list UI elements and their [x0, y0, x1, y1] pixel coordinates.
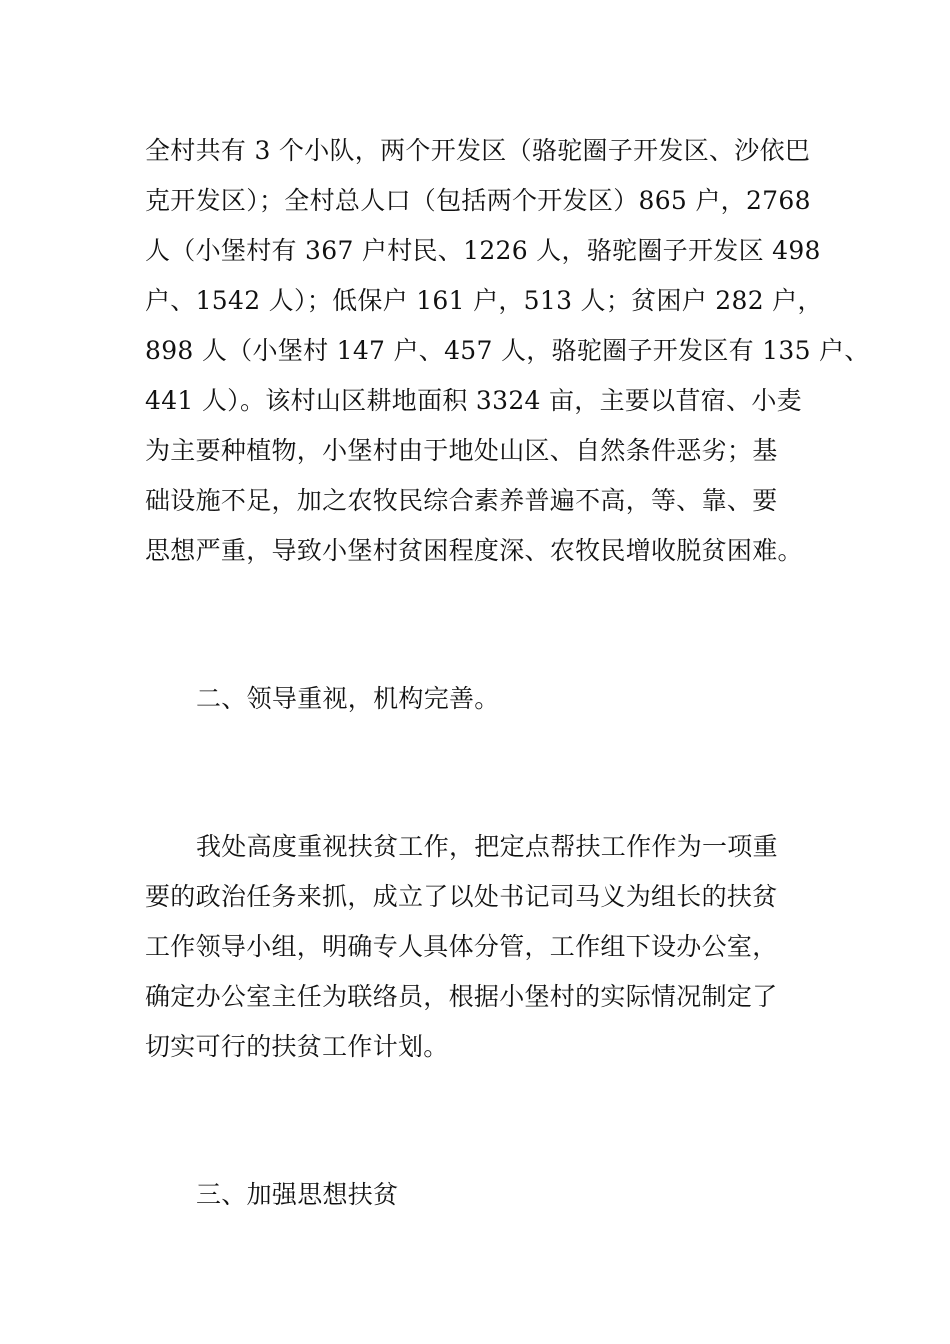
paragraph-2-line-2: 要的政治任务来抓，成立了以处书记司马义为组长的扶贫 — [145, 882, 778, 911]
paragraph-2-line-5: 切实可行的扶贫工作计划。 — [145, 1032, 449, 1061]
section-heading-3: 三、加强思想扶贫 — [196, 1180, 399, 1209]
paragraph-1-line-9: 思想严重，导致小堡村贫困程度深、农牧民增收脱贫困难。 — [145, 536, 803, 565]
paragraph-1-line-6: 441 人）。该村山区耕地面积 3324 亩，主要以苜宿、小麦 — [145, 386, 802, 415]
paragraph-1-line-8: 础设施不足，加之农牧民综合素养普遍不高，等、靠、要 — [145, 486, 778, 515]
section-heading-2: 二、领导重视，机构完善。 — [196, 684, 500, 713]
paragraph-1-line-3: 人（小堡村有 367 户村民、1226 人，骆驼圈子开发区 498 — [145, 236, 821, 265]
paragraph-1-line-2: 克开发区）；全村总人口（包括两个开发区）865 户，2768 — [145, 186, 811, 215]
paragraph-2-line-3: 工作领导小组，明确专人具体分管，工作组下设办公室， — [145, 932, 778, 961]
paragraph-1-line-4: 户、1542 人）；低保户 161 户，513 人；贫困户 282 户， — [145, 286, 823, 315]
paragraph-1-line-1: 全村共有 3 个小队，两个开发区（骆驼圈子开发区、沙依巴 — [145, 136, 811, 165]
paragraph-2-line-4: 确定办公室主任为联络员，根据小堡村的实际情况制定了 — [145, 982, 778, 1011]
paragraph-2-line-1: 我处高度重视扶贫工作，把定点帮扶工作作为一项重 — [196, 832, 778, 861]
paragraph-1-line-5: 898 人（小堡村 147 户、457 人，骆驼圈子开发区有 135 户、 — [145, 336, 870, 365]
paragraph-1-line-7: 为主要种植物，小堡村由于地处山区、自然条件恶劣；基 — [145, 436, 778, 465]
